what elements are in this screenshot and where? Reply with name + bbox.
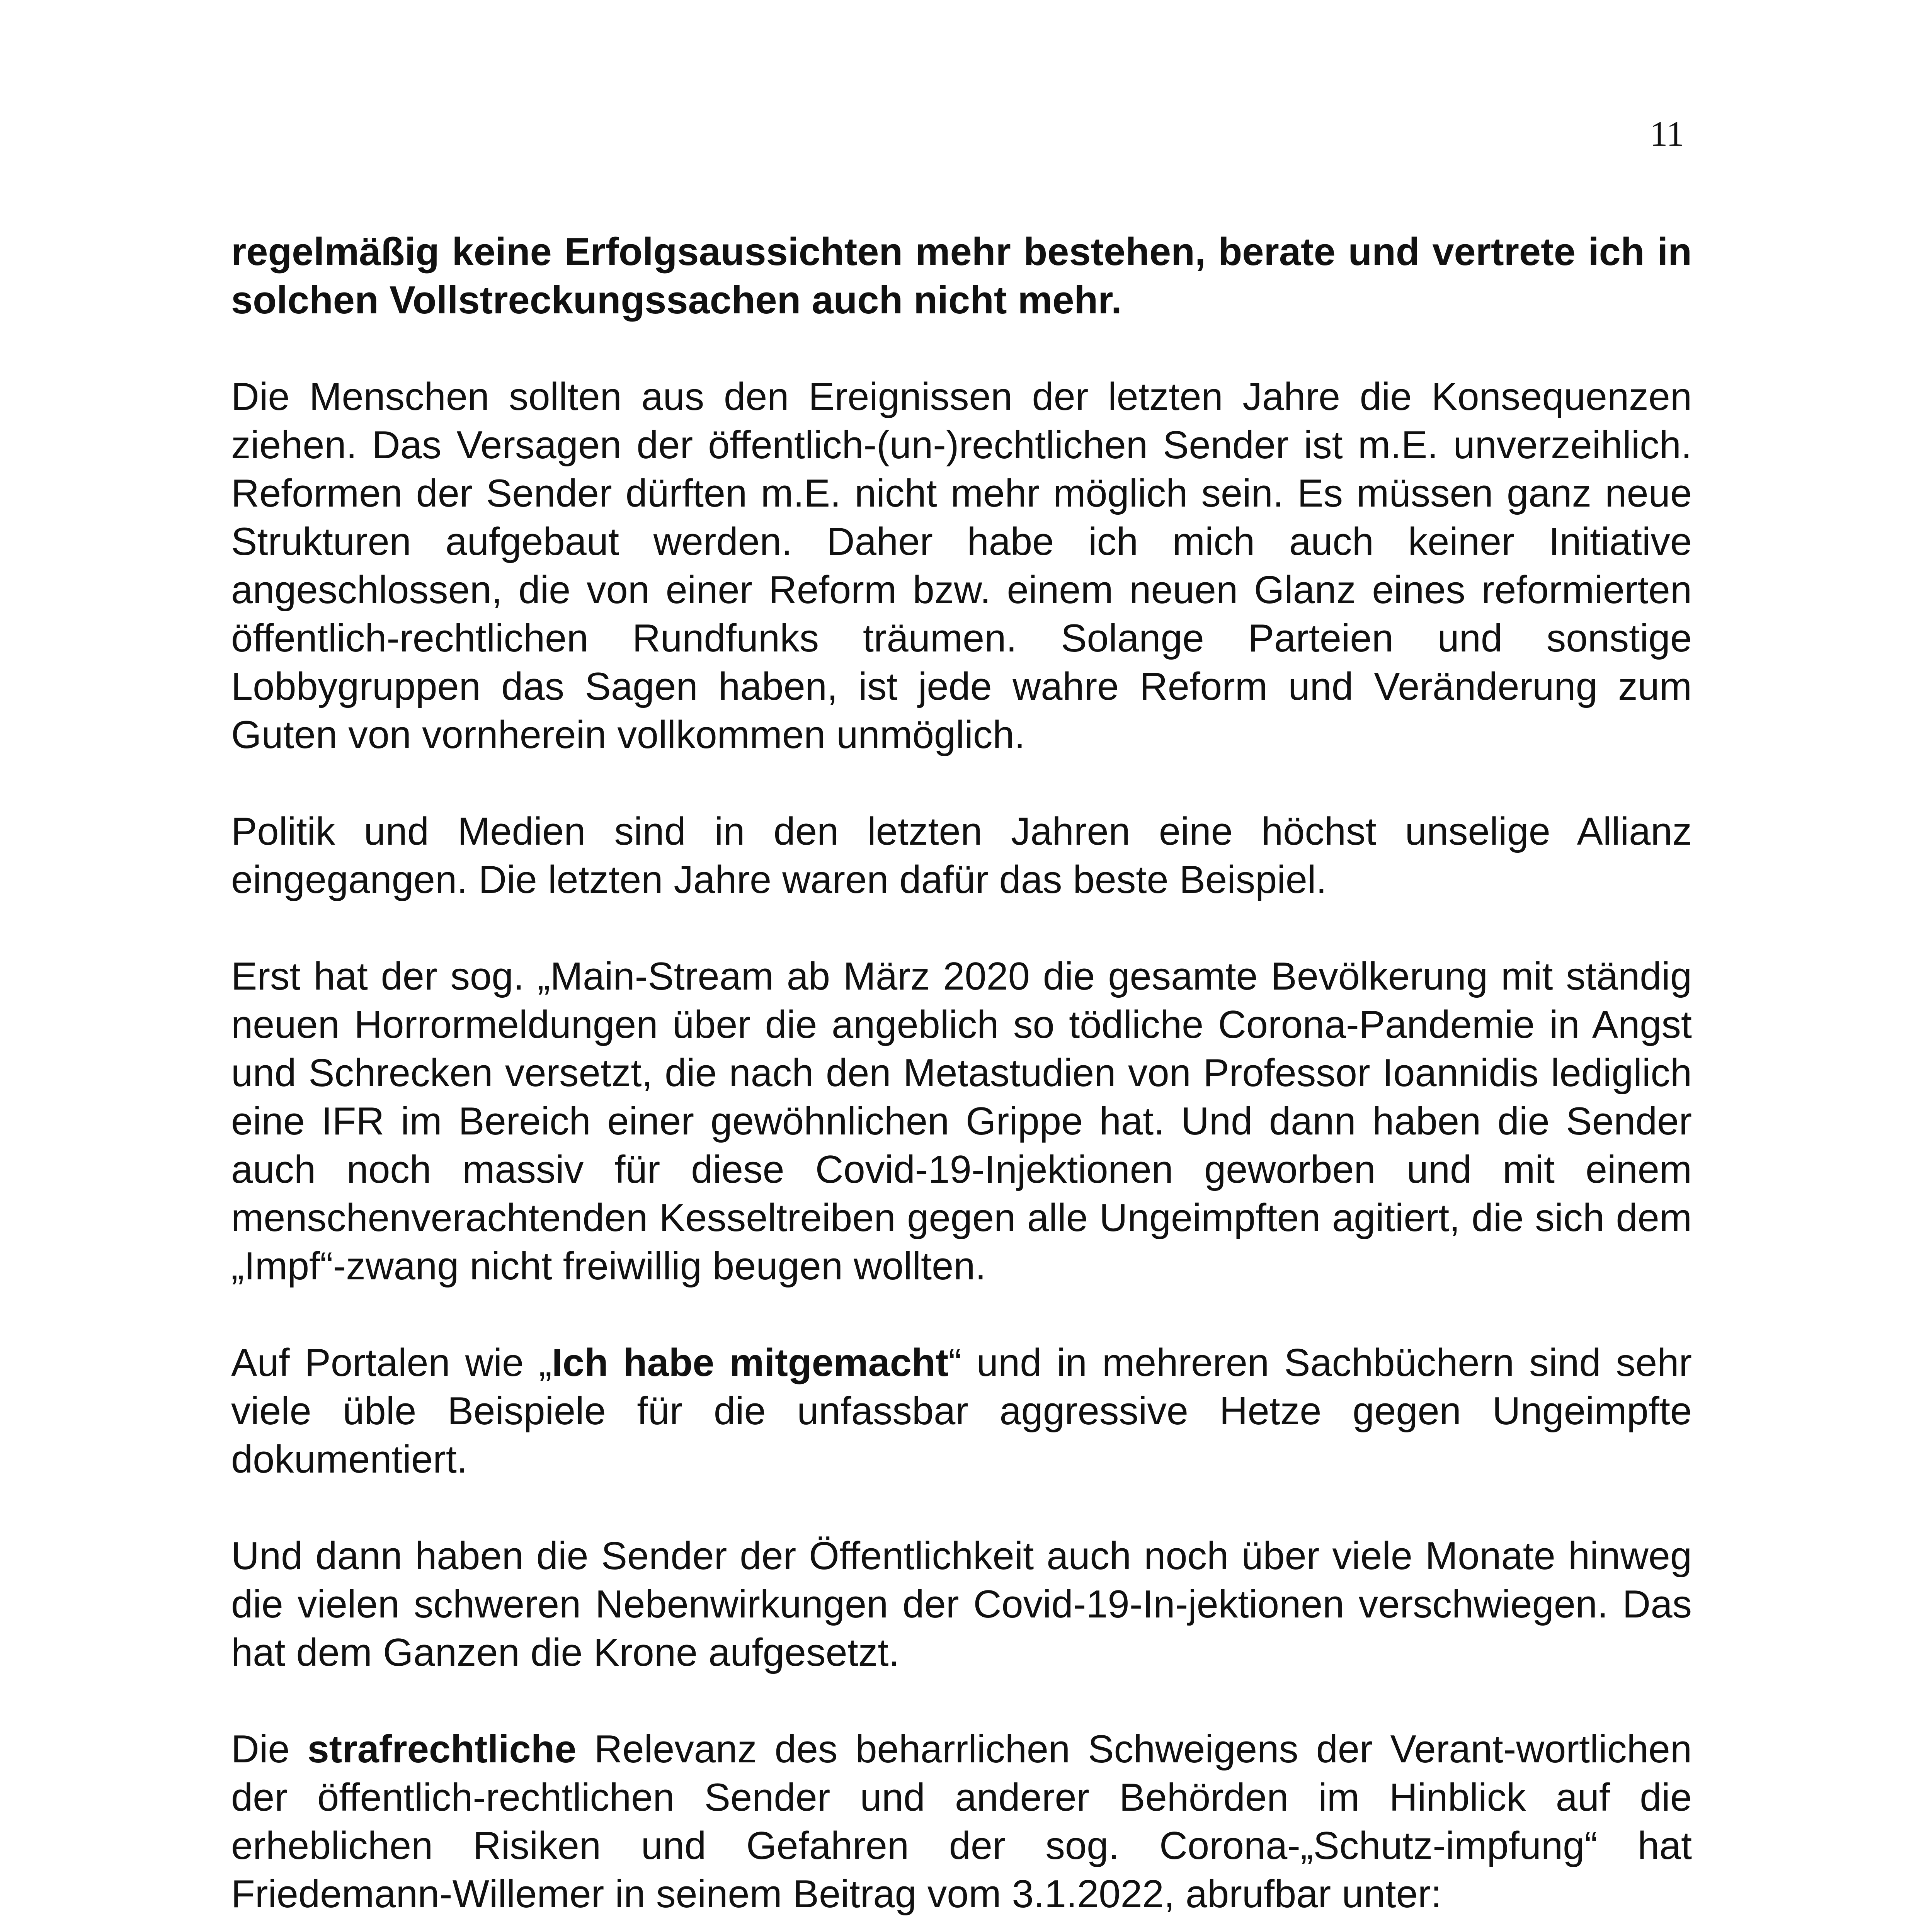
paragraph-intro-bold: regelmäßig keine Erfolgsaussichten mehr bestehen, berate und vertrete ich in solchen Vollstreckungssachen auch nicht mehr.: [231, 230, 1692, 322]
page-number: 11: [1650, 114, 1684, 153]
document-body: [231, 228, 1692, 1932]
criminal-keyword-bold: strafrechtliche: [307, 1728, 577, 1771]
portal-name-bold: Ich habe mitgemacht: [551, 1341, 949, 1384]
portals-text-after: “ und in mehreren Sachbüchern sind sehr viele üble Beispiele für die unfassbar aggressive Hetze gegen Ungeimpfte dokumentiert.: [231, 1341, 1692, 1481]
paragraph-criminal-relevance: [231, 1725, 1692, 1918]
paragraph-politics-media: Politik und Medien sind in den letzten Jahren eine höchst unselige Allianz eingegangen. Die letzten Jahre waren dafür das beste Beispiel.: [231, 810, 1692, 901]
paragraph-consequences: Die Menschen sollten aus den Ereignissen der letzten Jahre die Konsequenzen ziehen. Das Versagen der öffentlich-(un-)rechtlichen Sender ist m.E. unverzeihlich. Reformen der Sender dürften m.E. nicht mehr möglich sein. Es müssen ganz neue Strukturen aufgebaut werden. Daher habe ich mich auch keiner Initiative angeschlossen, die von einer Reform bzw. einem neuen Glanz eines reformierten öffentlich-rechtlichen Rundfunks träumen. Solange Parteien und sonstige Lobbygruppen das Sagen haben, ist jede wahre Reform und Veränderung zum Guten von vornherein vollkommen unmöglich.: [231, 375, 1692, 757]
paragraph-mainstream: Erst hat der sog. „Main-Stream ab März 2020 die gesamte Bevölkerung mit ständig neuen Horrormeldungen über die angeblich so tödliche Corona-Pandemie in Angst und Schrecken versetzt, die nach den Metastudien von Professor Ioannidis lediglich eine IFR im Bereich einer gewöhnlichen Grippe hat. Und dann haben die Sender auch noch massiv für diese Covid-19-Injektionen geworben und mit einem menschenverachtenden Kesseltreiben gegen alle Ungeimpften agitiert, die sich dem „Impf“-zwang nicht freiwillig beugen wollten.: [231, 955, 1692, 1288]
paragraph-portals: [231, 1339, 1692, 1484]
paragraph-side-effects: Und dann haben die Sender der Öffentlichkeit auch noch über viele Monate hinweg die vielen schweren Nebenwirkungen der Covid-19-In-jektionen verschwiegen. Das hat dem Ganzen die Krone aufgesetzt.: [231, 1534, 1692, 1674]
portals-text-before: Auf Portalen wie „: [231, 1341, 552, 1384]
criminal-text-before: Die: [231, 1728, 308, 1771]
criminal-text-after: Relevanz des beharrlichen Schweigens der Verant-wortlichen der öffentlich-rechtlichen Sender und anderer Behörden im Hinblick auf die erheblichen Risiken und Gefahren der sog. Corona-„Schutz-impfung“ hat Friedemann-Willemer in seinem Beitrag vom 3.1.2022, abrufbar unter:: [231, 1728, 1692, 1916]
